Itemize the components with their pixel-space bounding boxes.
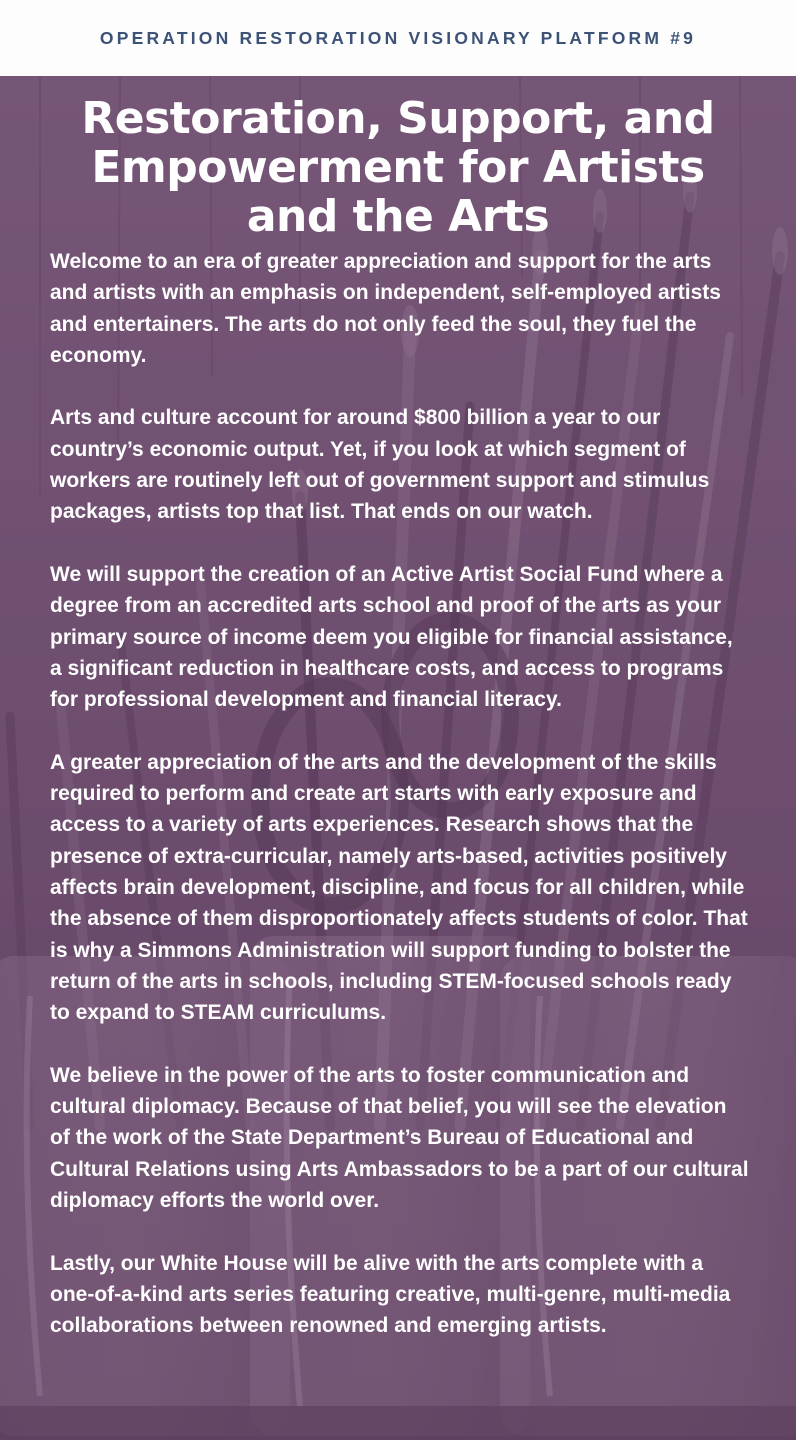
- top-banner: [0, 0, 796, 76]
- paragraph-welcome: Welcome to an era of greater appreciation and support for the arts and artists with an emphasis on independent, self-employed artists and entertainers. The arts do not only feed the soul, they fuel the economy.: [50, 250, 721, 367]
- paragraph-economic-output: Arts and culture account for around $800 billion a year to our country’s economic output. Yet, if you look at which segment of workers are routinely left out of government support and stimulus packages, artists top that list. That ends on our watch.: [50, 406, 710, 524]
- content-panel: [0, 76, 796, 1440]
- page-title: Restoration, Support, and Empowerment for Artists and the Arts: [81, 93, 715, 242]
- paragraph-artist-social-fund: We will support the creation of an Active Artist Social Fund where a degree from an accredited arts school and proof of the arts as your primary source of income deem you eligible for financial assistance, a significant reduction in healthcare costs, and access to programs for professional development and financial literacy.: [50, 562, 733, 712]
- article-content: [0, 76, 796, 1440]
- article-body: [50, 246, 750, 1341]
- paragraph-white-house-arts: Lastly, our White House will be alive with the arts complete with a one-of-a-kind arts series featuring creative, multi-genre, multi-media collaborations between renowned and emerging artists.: [50, 1251, 731, 1338]
- platform-kicker: OPERATION RESTORATION VISIONARY PLATFORM #9: [99, 27, 697, 48]
- paragraph-arts-in-schools: A greater appreciation of the arts and the development of the skills required to perform and create art starts with early exposure and access to a variety of arts experiences. Research shows that the presence of extra-curricular, namely arts-based, activities positively affects brain development, discipline, and focus for all children, while the absence of them disproportionately affects students of color. That is why a Simmons Administration will support funding to bolster the return of the arts in schools, including STEM-focused schools ready to expand to STEAM curriculums.: [50, 750, 748, 1025]
- paragraph-cultural-diplomacy: We believe in the power of the arts to foster communication and cultural diplomacy. Because of that belief, you will see the elevation of the work of the State Department’s Bureau of Educational and Cultural Relations using Arts Ambassadors to be a part of our cultural diplomacy efforts the world over.: [50, 1063, 749, 1212]
